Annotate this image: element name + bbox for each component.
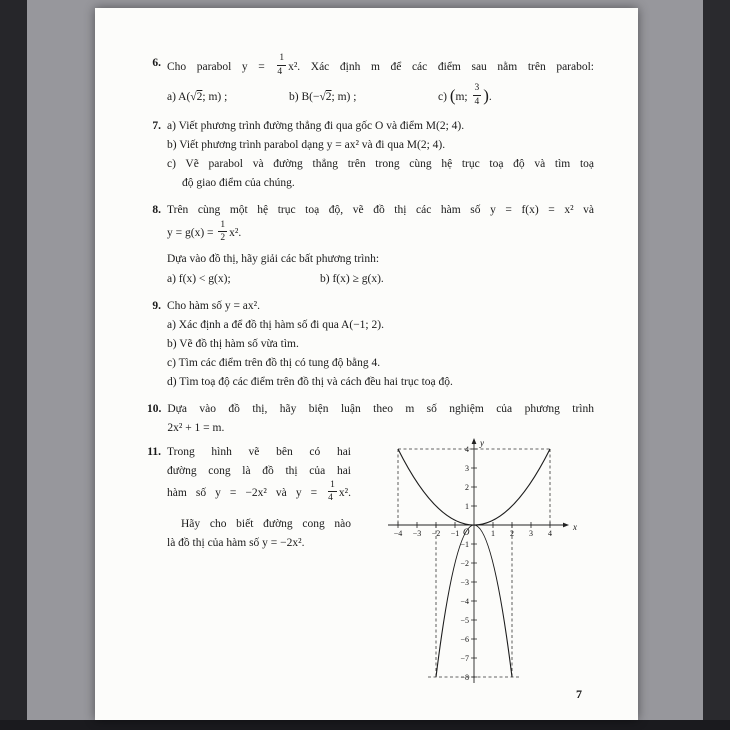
fraction-denominator: 2 [220, 233, 226, 244]
ex11-line2: đường cong là đồ thị của hai [167, 465, 351, 478]
text-run: y = g(x) = [167, 227, 217, 240]
y-tick-label: 2 [464, 483, 469, 493]
ex6-item-a [167, 85, 289, 109]
exercise-11-number: 11. [147, 446, 161, 459]
exercise-10-number: 10. [147, 403, 162, 416]
ex11-text-column [167, 443, 351, 689]
exercise-10 [147, 400, 594, 438]
origin-label: O [462, 527, 469, 538]
exercise-6 [147, 54, 594, 109]
ex8-item-a: a) f(x) < g(x); [167, 273, 231, 286]
ex7-item-c-line1: c) Vẽ parabol và đường thẳng trên trong cùng hệ trục toạ độ và tìm toạ [167, 158, 594, 171]
text-run: c) [438, 91, 450, 103]
text-run: x². Xác định m để các điểm sau nằm trên parabol: [288, 61, 594, 73]
fraction-one-quarter [328, 480, 337, 504]
ex11-line4: Hãy cho biết đường cong nào [181, 517, 351, 530]
text-run: x². [229, 227, 242, 240]
exercise-8 [147, 201, 594, 289]
x-tick-label: 3 [528, 529, 533, 539]
fraction-numerator: 1 [218, 220, 227, 232]
ex9-intro: Cho hàm số y = ax². [167, 300, 260, 313]
y-tick-label: −1 [459, 540, 469, 550]
x-tick-label: −3 [412, 529, 421, 539]
exercise-6-number: 6. [152, 57, 161, 69]
fraction-one-half [218, 220, 227, 244]
x-tick-label: 4 [547, 529, 552, 539]
y-axis-arrow [471, 438, 476, 444]
x-tick-label: −4 [393, 529, 402, 539]
y-axis-label: y [479, 438, 484, 449]
ex9-item-c: c) Tìm các điểm trên đồ thị có tung độ bằng 4. [167, 357, 381, 370]
text-run: m; [455, 91, 471, 103]
y-tick-label: −5 [459, 616, 469, 626]
text-run: Cho parabol y = [167, 61, 276, 73]
ex6-items-row [167, 85, 594, 109]
y-tick-label: −4 [459, 597, 469, 607]
fraction-numerator: 1 [277, 53, 286, 65]
x-axis-arrow [563, 523, 569, 528]
graph-figure [362, 435, 584, 689]
ex10-line1: Dựa vào đồ thị, hãy biện luận theo m số nghiệm của phương trình [167, 403, 594, 416]
exercise-7-number: 7. [152, 120, 161, 133]
text-run: ; m) ; [331, 91, 357, 103]
x-tick-label: −2 [431, 529, 440, 539]
text-run: a) A(√ [167, 91, 197, 103]
exercise-8-number: 8. [152, 204, 161, 217]
close-paren: ) [483, 85, 489, 105]
textbook-page [95, 8, 638, 720]
bottom-dark-edge [0, 720, 730, 730]
ex8-intro: Trên cùng một hệ trục toạ độ, vẽ đồ thị các hàm số y = f(x) = x² và [167, 204, 594, 217]
ex11-line1: Trong hình vẽ bên có hai [167, 446, 351, 459]
text-run: . [488, 91, 492, 103]
open-paren: ( [449, 85, 456, 105]
exercise-11 [147, 438, 594, 689]
ex6-item-b [289, 85, 438, 109]
ex9-item-a: a) Xác định a để đồ thị hàm số đi qua A(−1; 2). [167, 319, 384, 332]
ex8-items-row [167, 270, 594, 289]
fraction-one-quarter [277, 53, 286, 77]
exercise-9-number: 9. [152, 300, 161, 313]
graph-container [351, 435, 594, 689]
fraction-denominator: 4 [328, 493, 333, 504]
ex9-item-b: b) Vẽ đồ thị hàm số vừa tìm. [167, 338, 299, 351]
text-run: x². [338, 487, 351, 500]
x-axis-label: x [572, 522, 577, 533]
ex8-equation [167, 220, 594, 246]
text-run: hàm số y = −2x² và y = [167, 487, 327, 500]
y-tick-label: −8 [459, 673, 469, 683]
exercise-7 [147, 117, 594, 193]
y-tick-label: −6 [459, 635, 469, 645]
x-tick-label: 1 [490, 529, 495, 539]
ex9-item-d: d) Tìm toạ độ các điểm trên đồ thị và cách đều hai trục toạ độ. [167, 376, 453, 389]
text-run: ; m) ; [202, 91, 228, 103]
page-number: 7 [576, 687, 582, 701]
left-dark-edge [0, 0, 27, 730]
y-tick-label: 4 [464, 445, 469, 455]
ex6-item-c [438, 85, 492, 109]
y-tick-label: −7 [459, 654, 469, 664]
x-tick-label: 2 [509, 529, 514, 539]
ex7-item-b: b) Viết phương trình parabol dạng y = ax² và đi qua M(2; 4). [167, 139, 446, 152]
exercise-9 [147, 297, 594, 392]
fraction-numerator: 1 [328, 480, 337, 492]
ex8-subtitle: Dựa vào đồ thị, hãy giải các bất phương trình: [167, 253, 380, 266]
ex11-line3 [167, 481, 351, 505]
fraction-denominator: 4 [277, 66, 283, 77]
fraction-three-quarters [473, 83, 482, 107]
ex10-line2: 2x² + 1 = m. [167, 422, 225, 435]
sqrt-radicand: 2 [196, 91, 203, 103]
ex8-item-b: b) f(x) ≥ g(x). [320, 273, 384, 286]
ex7-item-c-line2: độ giao điểm của chúng. [182, 177, 295, 190]
text-run: b) B(−√ [289, 91, 326, 103]
right-dark-edge [703, 0, 730, 730]
fraction-numerator: 3 [473, 83, 482, 95]
ex7-item-a: a) Viết phương trình đường thẳng đi qua gốc O và điểm M(2; 4). [167, 120, 465, 133]
ex6-intro [167, 54, 594, 80]
sqrt-radicand: 2 [325, 91, 332, 103]
y-tick-label: 1 [464, 502, 469, 512]
y-tick-label: −2 [459, 559, 469, 569]
fraction-denominator: 4 [474, 96, 480, 107]
x-tick-label: −1 [450, 529, 459, 539]
y-tick-label: −3 [459, 578, 469, 588]
y-tick-label: 3 [464, 464, 469, 474]
ex11-line5: là đồ thị của hàm số y = −2x². [167, 536, 305, 549]
page-content [147, 54, 594, 697]
